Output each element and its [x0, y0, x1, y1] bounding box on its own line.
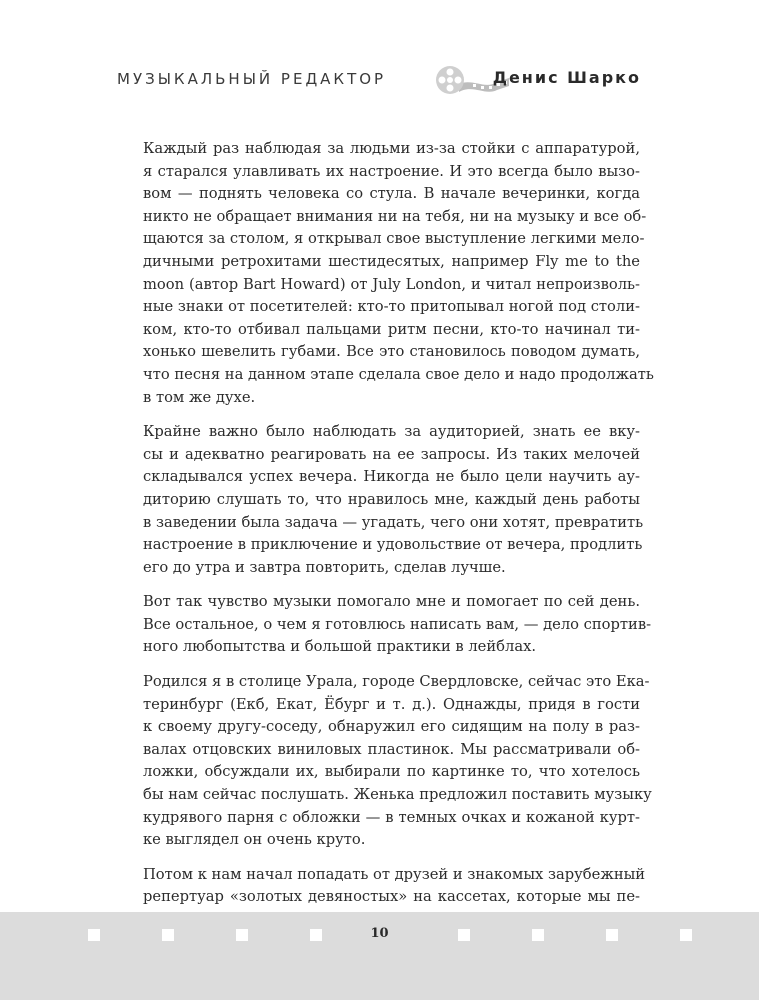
text-line: сы и адекватно реагировать на ее запросы. Из таких мелочей [143, 445, 640, 463]
text-line: я старался улавливать их настроение. И это всегда было вызо- [143, 162, 640, 180]
text-line: Крайне важно было наблюдать за аудиторией, знать ее вку- [143, 423, 640, 441]
text-line: его до утра и завтра повторить, сделав лучше. [143, 558, 506, 576]
text-line: хонько шевелить губами. Все это становилось поводом думать, [143, 343, 640, 361]
text-line: диторию слушать то, что нравилось мне, каждый день работы [143, 490, 640, 508]
text-line: Вот так чувство музыки помогало мне и помогает по сей день. [143, 593, 640, 611]
text-line: Все остальное, о чем я готовлюсь написать вам, — дело спортив- [143, 615, 652, 633]
page-footer-band [0, 912, 759, 1000]
author-name: Денис Шарко [492, 68, 641, 87]
running-header [0, 62, 759, 102]
paragraph [143, 591, 652, 659]
text-line: что песня на данном этапе сделала свое дело и надо продолжать [143, 365, 654, 383]
text-line: Родился я в столице Урала, городе Свердловске, сейчас это Ека- [143, 673, 650, 691]
text-line: ложки, обсуждали их, выбирали по картинке то, что хотелось [143, 763, 640, 781]
paragraph [143, 421, 644, 579]
text-line: вом — поднять человека со стула. В начале вечеринки, когда [143, 185, 640, 203]
paragraph [143, 671, 652, 852]
text-line: в том же духе. [143, 388, 256, 406]
text-line: ного любопытства и большой практики в лейблах. [143, 638, 537, 656]
text-line: бы нам сейчас послушать. Женька предложил поставить музыку [143, 786, 652, 804]
text-line: щаются за столом, я открывал свое выступление легкими мело- [143, 230, 645, 248]
text-line: валах отцовских виниловых пластинок. Мы рассматривали об- [143, 740, 640, 758]
text-line: теринбург (Екб, Екат, Ёбург и т. д.). Однажды, придя в гости [143, 695, 640, 713]
text-line: никто не обращает внимания ни на тебя, ни на музыку и все об- [143, 207, 647, 225]
body-text [143, 138, 654, 944]
text-line: дичными ретрохитами шестидесятых, например Fly me to the [143, 252, 640, 270]
text-line: ком, кто-то отбивал пальцами ритм песни, кто-то начинал ти- [143, 320, 640, 338]
section-title: МУЗЫКАЛЬНЫЙ РЕДАКТОР [117, 70, 387, 88]
text-line: к своему другу-соседу, обнаружил его сидящим на полу в раз- [143, 718, 640, 736]
text-line: в заведении была задача — угадать, чего они хотят, превратить [143, 513, 644, 531]
paragraph [143, 138, 654, 409]
text-line: складывался успех вечера. Никогда не было цели научить ау- [143, 468, 640, 486]
page-number: 10 [370, 926, 389, 941]
text-line: moon (автор Bart Howard) от July London, и читал непроизволь- [143, 275, 640, 293]
text-line: настроение в приключение и удовольствие от вечера, продлить [143, 536, 643, 554]
text-line: Потом к нам начал попадать от друзей и знакомых зарубежный [143, 865, 646, 883]
text-line: репертуар «золотых девяностых» на кассетах, которые мы пе- [143, 888, 640, 906]
text-line: ке выглядел он очень круто. [143, 831, 366, 849]
text-line: ные знаки от посетителей: кто-то притопывал ногой под столи- [143, 298, 640, 316]
text-line: кудрявого парня с обложки — в темных очках и кожаной курт- [143, 808, 640, 826]
text-line: Каждый раз наблюдая за людьми из-за стойки с аппаратурой, [143, 140, 640, 157]
